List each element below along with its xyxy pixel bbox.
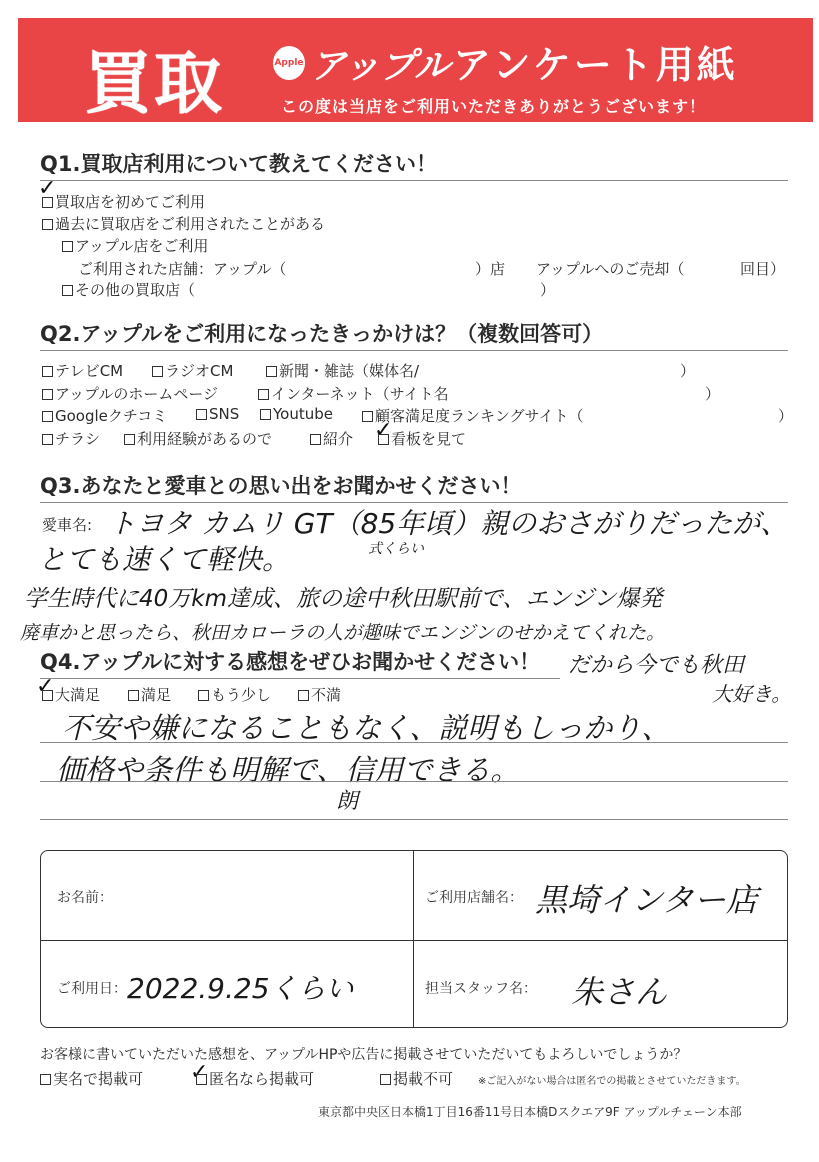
kaitori-logo-text: 買取 bbox=[84, 45, 225, 124]
q1-sell-count-suffix: 回目） bbox=[740, 260, 786, 278]
checkbox-icon bbox=[124, 434, 135, 445]
checkbox-icon bbox=[310, 434, 321, 445]
q3-handwritten-line-1: トヨタ カムリ GT（85年頃）親のおさがりだったが、 bbox=[108, 507, 789, 540]
checkmark-icon: ✓ bbox=[190, 1060, 209, 1085]
checkbox-icon bbox=[362, 411, 373, 422]
footer-address: 東京都中央区日本橋1丁目16番11号日本橋Dスクエア9F アップルチェーン本部 bbox=[318, 1105, 742, 1119]
q4-handwritten-note: 朗 bbox=[336, 789, 359, 814]
q4-handwritten-line-2: 価格や条件も明解で、信用できる。 bbox=[56, 753, 520, 787]
q2-option-homepage[interactable]: アップルのホームページ bbox=[42, 383, 218, 404]
q1-option-first[interactable]: 買取店を初めてご利用 bbox=[42, 191, 205, 212]
q2-option-tv[interactable]: テレビCM bbox=[42, 360, 123, 381]
q2-option-experience[interactable]: 利用経験があるので bbox=[124, 428, 272, 449]
q4-answer-line-3 bbox=[40, 819, 788, 820]
staff-name-label: 担当スタッフ名： bbox=[425, 981, 537, 997]
checkbox-icon bbox=[196, 409, 207, 420]
q4-option-unsatisfied[interactable]: 不満 bbox=[298, 684, 341, 705]
q2-option-google[interactable]: Googleクチコミ bbox=[42, 405, 167, 426]
apple-logo-icon: Apple bbox=[273, 46, 305, 80]
checkbox-icon bbox=[128, 690, 139, 701]
q4-answer-line-2 bbox=[40, 781, 788, 782]
q3-title: Q3.あなたと愛車との思い出をお聞かせください！ bbox=[40, 474, 522, 498]
consent-option-not-allowed[interactable]: 掲載不可 bbox=[380, 1068, 453, 1089]
q2-option-newspaper[interactable]: 新聞・雑誌（媒体名/ bbox=[266, 360, 419, 381]
q2-option-sns[interactable]: SNS bbox=[196, 405, 239, 423]
checkbox-icon bbox=[198, 690, 209, 701]
q2-option-referral[interactable]: 紹介 bbox=[310, 428, 353, 449]
info-box-divider-horizontal bbox=[41, 940, 787, 941]
checkbox-icon bbox=[42, 389, 53, 400]
q4-option-satisfied[interactable]: 満足 bbox=[128, 684, 171, 705]
q4-answer-line-1 bbox=[40, 742, 788, 743]
store-name-value: 黒埼インター店 bbox=[535, 881, 758, 919]
consent-option-real-name[interactable]: 実名で掲載可 bbox=[40, 1068, 143, 1089]
q2-internet-close: ） bbox=[705, 385, 721, 403]
checkbox-icon bbox=[62, 285, 73, 296]
checkbox-icon bbox=[42, 366, 53, 377]
q1-option-other[interactable]: その他の買取店（ bbox=[62, 279, 195, 300]
q2-ranking-close: ） bbox=[778, 407, 794, 425]
checkbox-icon bbox=[42, 690, 53, 701]
checkbox-icon bbox=[42, 219, 53, 230]
customer-info-box bbox=[40, 850, 788, 1028]
checkbox-icon bbox=[378, 434, 389, 445]
q2-option-youtube[interactable]: Youtube bbox=[260, 405, 333, 423]
checkbox-icon bbox=[42, 197, 53, 208]
q1-sell-count-label: アップルへのご売却（ bbox=[536, 260, 685, 278]
q3-handwritten-line-2: とても速くて軽快。 bbox=[38, 543, 291, 576]
checkmark-icon: ✓ bbox=[36, 674, 55, 699]
q1-other-close: ） bbox=[540, 281, 556, 299]
brand-logo-text: アップル bbox=[310, 46, 451, 87]
q4-title: Q4.アップルに対する感想をぜひお聞かせください！ bbox=[40, 650, 541, 674]
q3-handwritten-line-6: 大好き。 bbox=[712, 682, 792, 706]
q3-handwritten-line-3: 学生時代に40万km達成、旅の途中秋田駅前で、エンジン爆発 bbox=[24, 586, 663, 612]
checkmark-icon: ✓ bbox=[374, 418, 393, 443]
name-label: お名前： bbox=[57, 890, 113, 906]
staff-name-value: 朱さん bbox=[571, 973, 668, 1011]
checkbox-icon bbox=[62, 241, 73, 252]
q4-handwritten-line-1: 不安や嫌になることもなく、説明もしっかり、 bbox=[62, 711, 671, 745]
q3-car-label: 愛車名: bbox=[42, 516, 93, 534]
checkbox-icon bbox=[40, 1074, 51, 1085]
checkbox-icon bbox=[260, 409, 271, 420]
q1-divider bbox=[40, 180, 788, 181]
header-banner bbox=[18, 18, 813, 122]
store-name-label: ご利用店舗名： bbox=[425, 890, 523, 906]
q1-title: Q1.買取店利用について教えてください！ bbox=[40, 152, 438, 176]
page-title: アンケート用紙 bbox=[453, 43, 738, 87]
q2-divider bbox=[40, 350, 788, 351]
checkbox-icon bbox=[196, 1074, 207, 1085]
q3-handwritten-note: 式くらい bbox=[368, 541, 424, 557]
q2-newspaper-close: ） bbox=[680, 362, 696, 380]
checkbox-icon bbox=[42, 411, 53, 422]
page-subtitle: この度は当店をご利用いただきありがとうございます！ bbox=[281, 97, 707, 116]
q2-option-radio[interactable]: ラジオCM bbox=[152, 360, 233, 381]
q1-option-past[interactable]: 過去に買取店をご利用されたことがある bbox=[42, 213, 325, 234]
q3-handwritten-line-5: だから今でも秋田 bbox=[568, 653, 745, 678]
q2-option-internet[interactable]: インターネット（サイト名 bbox=[258, 383, 449, 404]
q2-option-flyer[interactable]: チラシ bbox=[42, 428, 100, 449]
checkbox-icon bbox=[380, 1074, 391, 1085]
q2-title: Q2.アップルをご利用になったきっかけは？（複数回答可） bbox=[40, 322, 604, 346]
q1-option-apple[interactable]: アップル店をご利用 bbox=[62, 235, 208, 256]
checkbox-icon bbox=[298, 690, 309, 701]
date-value: 2022.9.25くらい bbox=[127, 972, 354, 1005]
q2-option-ranking[interactable]: 顧客満足度ランキングサイト（ bbox=[362, 405, 584, 426]
checkbox-icon bbox=[266, 366, 277, 377]
consent-note: ※ご記入がない場合は匿名での掲載とさせていただきます。 bbox=[478, 1076, 746, 1087]
checkbox-icon bbox=[42, 434, 53, 445]
checkmark-icon: ✓ bbox=[38, 176, 57, 201]
q4-option-a-little[interactable]: もう少し bbox=[198, 684, 271, 705]
q4-option-very-satisfied[interactable]: 大満足 bbox=[42, 684, 100, 705]
q2-option-signboard[interactable]: 看板を見て bbox=[378, 428, 466, 449]
consent-question: お客様に書いていただいた感想を、アップルHPや広告に掲載させていただいてもよろしいでしょうか？ bbox=[40, 1047, 688, 1063]
q1-store-used-label: ご利用された店舗：アップル（ bbox=[78, 260, 287, 278]
q3-handwritten-line-4: 廃車かと思ったら、秋田カローラの人が趣味でエンジンのせかえてくれた。 bbox=[20, 622, 666, 644]
consent-option-anonymous[interactable]: 匿名なら掲載可 bbox=[196, 1068, 314, 1089]
date-label: ご利用日： bbox=[57, 981, 127, 997]
info-box-divider-vertical bbox=[413, 851, 414, 1027]
checkbox-icon bbox=[152, 366, 163, 377]
q4-divider bbox=[40, 678, 560, 679]
q1-store-suffix: ）店 bbox=[475, 260, 506, 278]
checkbox-icon bbox=[258, 389, 269, 400]
